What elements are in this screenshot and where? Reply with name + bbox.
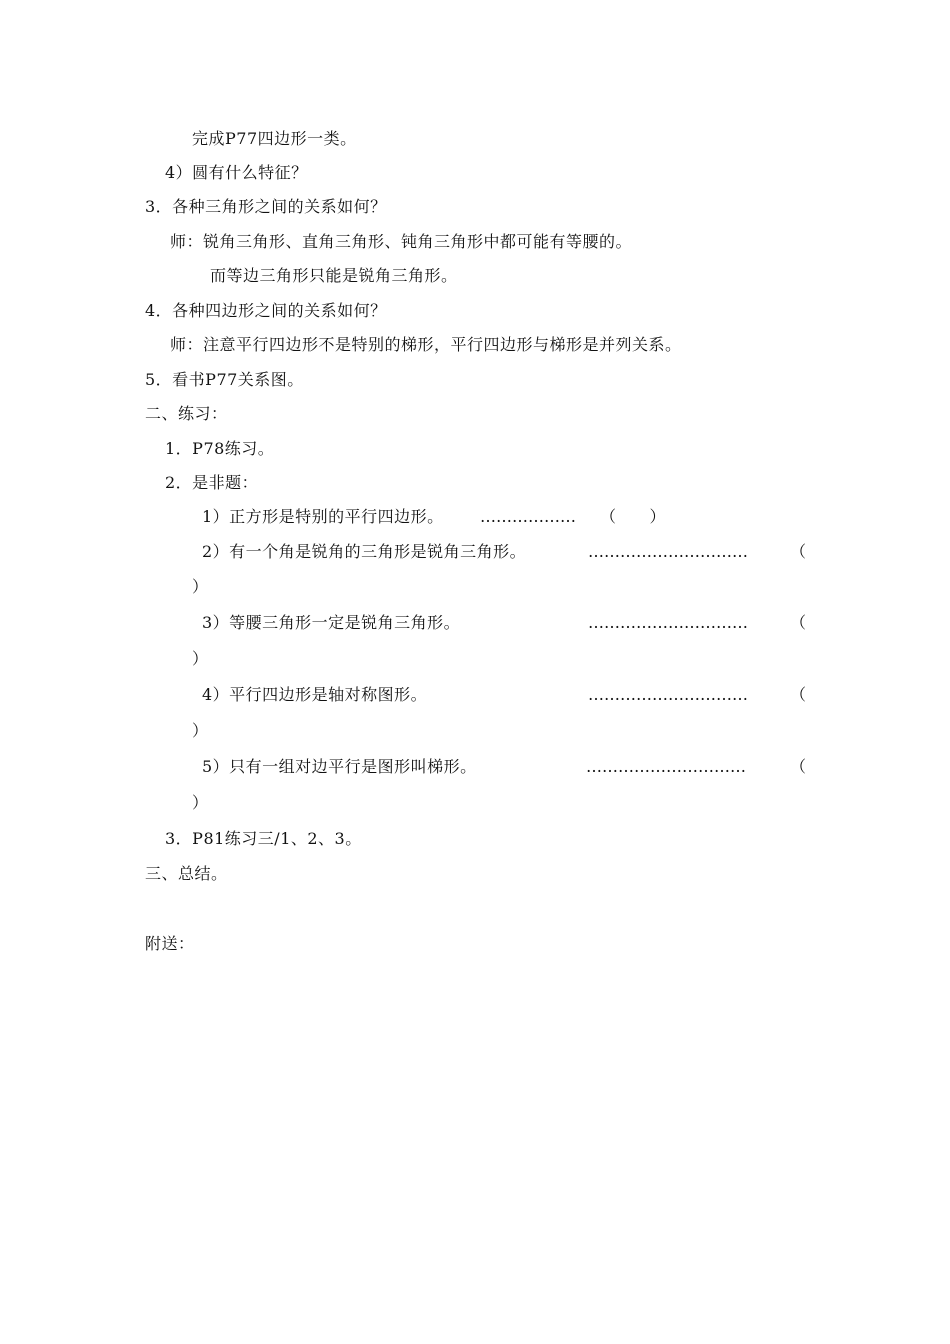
exercise-item: 1．P78练习。 [165,439,275,458]
dot-leader: ………………………… [588,613,748,632]
judgment-question: 2）有一个角是锐角的三角形是锐角三角形。 [202,542,527,561]
answer-blank-close: ） [192,721,209,740]
appendix-label: 附送： [145,934,195,953]
answer-blank-open: （ [790,542,807,561]
dot-leader: ……………… [480,507,576,526]
judgment-question: 1）正方形是特别的平行四边形。 [202,507,444,526]
answer-blank-close: ） [192,577,209,596]
answer-blank-open: （ [790,613,807,632]
question-item: 4．各种四边形之间的关系如何？ [145,301,387,320]
answer-blank-close: ） [192,793,209,812]
teacher-note: 而等边三角形只能是锐角三角形。 [210,266,458,285]
teacher-note: 师：注意平行四边形不是特别的梯形，平行四边形与梯形是并列关系。 [170,335,682,354]
judgment-question: 4）平行四边形是轴对称图形。 [202,685,428,704]
teacher-note: 师：锐角三角形、直角三角形、钝角三角形中都可能有等腰的。 [170,232,633,251]
answer-blank: （ ） [600,507,667,526]
exercise-item: 2．是非题： [165,473,259,492]
exercise-item: 3．P81练习三/1、2、3。 [165,829,362,848]
dot-leader: ………………………… [588,685,748,704]
question-item: 3．各种三角形之间的关系如何？ [145,197,387,216]
question-item: 4）圆有什么特征？ [165,163,308,182]
text-line: 5．看书P77关系图。 [145,370,304,389]
answer-blank-close: ） [192,649,209,668]
section-heading: 三、总结。 [145,864,228,883]
section-heading: 二、练习： [145,404,228,423]
judgment-question: 3）等腰三角形一定是锐角三角形。 [202,613,461,632]
judgment-question: 5）只有一组对边平行是图形叫梯形。 [202,757,477,776]
text-line: 完成P77四边形一类。 [192,129,357,148]
dot-leader: ………………………… [588,542,748,561]
dot-leader: ………………………… [586,757,746,776]
answer-blank-open: （ [790,685,807,704]
answer-blank-open: （ [790,757,807,776]
